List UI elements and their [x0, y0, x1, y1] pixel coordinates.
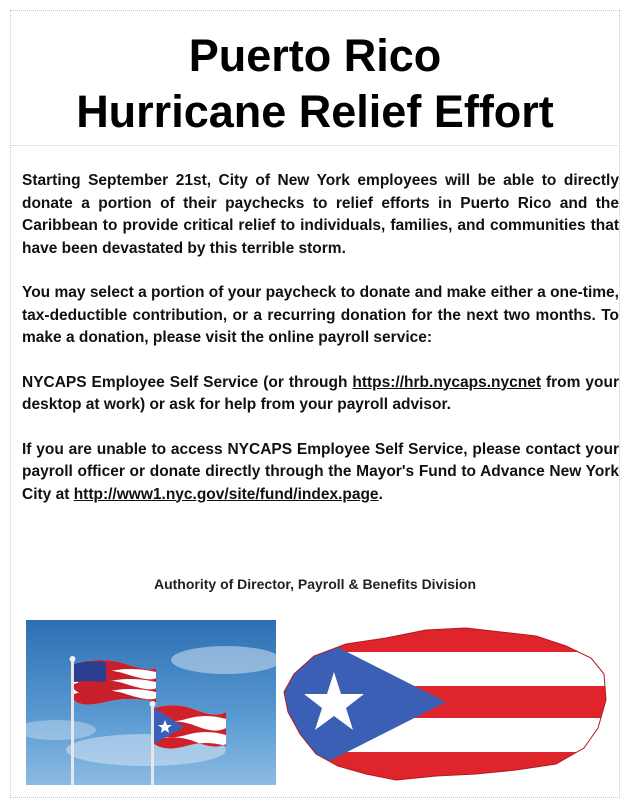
paragraph-contact [22, 439, 619, 507]
document-body [22, 170, 619, 528]
paragraph-instructions: You may select a portion of your paycheck to donate and make either a one-time, tax-deductible contribution, or a recurring donation for the next two months. To make a donation, please visit the online payroll service: [22, 284, 619, 346]
page-title [10, 10, 620, 146]
flags-on-poles-photo [26, 620, 276, 785]
authority-line: Authority of Director, Payroll & Benefits Division [153, 576, 477, 592]
paragraph-nycaps [22, 372, 619, 417]
mayors-fund-link[interactable]: http://www1.nyc.gov/site/fund/index.page [73, 485, 379, 503]
flags-photo-svg [26, 620, 276, 785]
nycaps-link[interactable]: https://hrb.nycaps.nycnet [352, 373, 542, 391]
title-line-2: Hurricane Relief Effort [76, 86, 554, 137]
puerto-rico-flag-map [276, 616, 616, 788]
paragraph-intro: Starting September 21st, City of New York employees will be able to directly donate a portion of their paychecks to relief efforts in Puerto Rico and the Caribbean to provide critical relief to individuals, families, and communities that have been devastated by this terrible storm. [22, 172, 619, 257]
paragraph-contact-prefix: If you are unable to access NYCAPS Employee Self Service, please contact your payroll officer or donate directly through the Mayor's Fund to Advance New York City at [22, 440, 619, 503]
pr-map-svg [276, 616, 616, 788]
paragraph-nycaps-suffix: from your desktop at work) or ask for help from your payroll advisor. [22, 373, 619, 413]
paragraph-contact-suffix: . [378, 485, 383, 503]
title-line-1: Puerto Rico [188, 30, 442, 81]
paragraph-nycaps-prefix: NYCAPS Employee Self Service (or through [22, 373, 353, 391]
